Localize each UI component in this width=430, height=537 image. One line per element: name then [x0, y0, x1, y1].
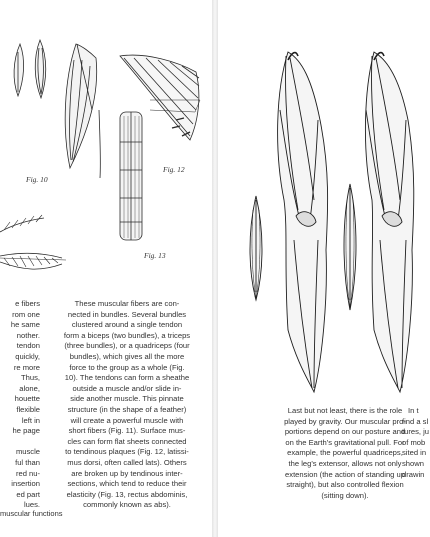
text-line: straight), but also controlled flexion: [286, 480, 404, 490]
text-line: he same: [10, 320, 40, 330]
text-line: commonly known as abs).: [83, 500, 171, 510]
text-line: side another muscle. This pinnate: [70, 394, 184, 404]
text-line: left in: [21, 415, 40, 425]
text-line: Last but not least, there is the role: [287, 406, 403, 415]
text-line: insertion: [11, 479, 40, 489]
text-line: ful than: [15, 457, 40, 467]
text-line: shown: [402, 458, 424, 468]
text-line: nother.: [16, 330, 40, 340]
thigh-muscle-group-right: [365, 52, 413, 392]
text-line: [0, 437, 40, 448]
caption-fig-13: Fig. 13: [144, 251, 166, 260]
text-line: sited in: [402, 448, 427, 458]
text-line: (three bundles), or a quadriceps (four: [64, 341, 190, 351]
text-line: outside a muscle and/or slide in-: [72, 383, 182, 393]
text-line: example, the powerful quadriceps,: [287, 448, 403, 458]
text-line: drawin: [402, 469, 425, 479]
text-line: are broken up by tendinous inter-: [71, 468, 183, 478]
text-line: mus dorsi, often called lats). Others: [67, 457, 187, 467]
text-line: of mob: [402, 437, 426, 447]
thigh-muscle-group-left: [278, 52, 328, 392]
pinnate-muscle-sketch: [0, 215, 66, 269]
biceps-sketch: [14, 40, 46, 98]
text-line: extension (the action of standing up: [285, 469, 405, 479]
text-line: bundles), which gives all the more: [69, 351, 185, 361]
right-page: [218, 0, 430, 537]
muscle-fiber-illustrations: [0, 0, 212, 300]
text-line: played by gravity. Our muscular pro-: [284, 416, 406, 426]
text-line: flexible: [16, 404, 40, 414]
text-line: tendon: [16, 341, 40, 351]
text-line: on the Earth's gravitational pull. For: [285, 437, 405, 447]
text-line: he page: [12, 426, 40, 436]
right-page-column-2: [402, 406, 430, 480]
text-line: short fibers (Fig. 11). Surface mus-: [68, 426, 186, 436]
text-line: houette: [14, 394, 40, 404]
text-line: to tendinous plaques (Fig. 12, latissi-: [65, 447, 189, 457]
isolated-muscle-middle: [344, 184, 356, 310]
right-column-text: [46, 299, 208, 511]
left-page: [0, 0, 212, 537]
text-line: elasticity (Fig. 13, rectus abdominis,: [66, 489, 188, 499]
text-line: will create a powerful muscle with: [70, 415, 184, 425]
caption-fig-12: Fig. 12: [163, 165, 185, 174]
text-line: quickly,: [15, 351, 40, 361]
right-page-column-1: [270, 406, 420, 501]
text-line: These muscular fibers are con-: [74, 299, 180, 308]
running-footer: muscular functions: [0, 509, 63, 518]
rectus-abdominis-sketch: [120, 112, 142, 240]
text-line: red nu-: [15, 468, 40, 478]
text-line: (sitting down).: [321, 490, 369, 500]
text-line: muscle: [15, 447, 40, 457]
text-line: e fibers: [15, 299, 40, 308]
text-line: sections, which tend to reduce their: [67, 479, 187, 489]
text-line: lues.: [23, 500, 40, 510]
text-line: rom one: [12, 309, 40, 319]
text-line: clustered around a single tendon: [71, 320, 183, 330]
text-line: Thus,: [21, 373, 40, 383]
text-line: find a sl: [402, 416, 429, 426]
left-column-text: [0, 299, 40, 511]
text-line: cles can form flat sheets connected: [67, 436, 187, 446]
text-line: nected in bundles. Several bundles: [67, 309, 187, 319]
text-line: alone,: [19, 383, 40, 393]
text-line: 10). The tendons can form a sheathe: [64, 373, 190, 383]
text-line: In t: [408, 406, 419, 415]
fusiform-muscle-sketch: [65, 44, 100, 178]
isolated-muscle-left: [250, 196, 262, 300]
text-line: ed part: [16, 489, 40, 499]
leg-muscle-illustration: [218, 0, 430, 400]
text-line: structure (in the shape of a feather): [67, 404, 187, 414]
caption-fig-10: Fig. 10: [26, 175, 48, 184]
text-line: the leg's extensor, allows not only: [288, 458, 402, 468]
text-line: form a biceps (two bundles), a triceps: [63, 330, 191, 340]
text-line: force to the group as a whole (Fig.: [69, 362, 185, 372]
text-line: re more: [13, 362, 40, 372]
text-line: portions depend on our posture and: [284, 427, 406, 437]
text-line: tures, ju: [402, 427, 430, 437]
